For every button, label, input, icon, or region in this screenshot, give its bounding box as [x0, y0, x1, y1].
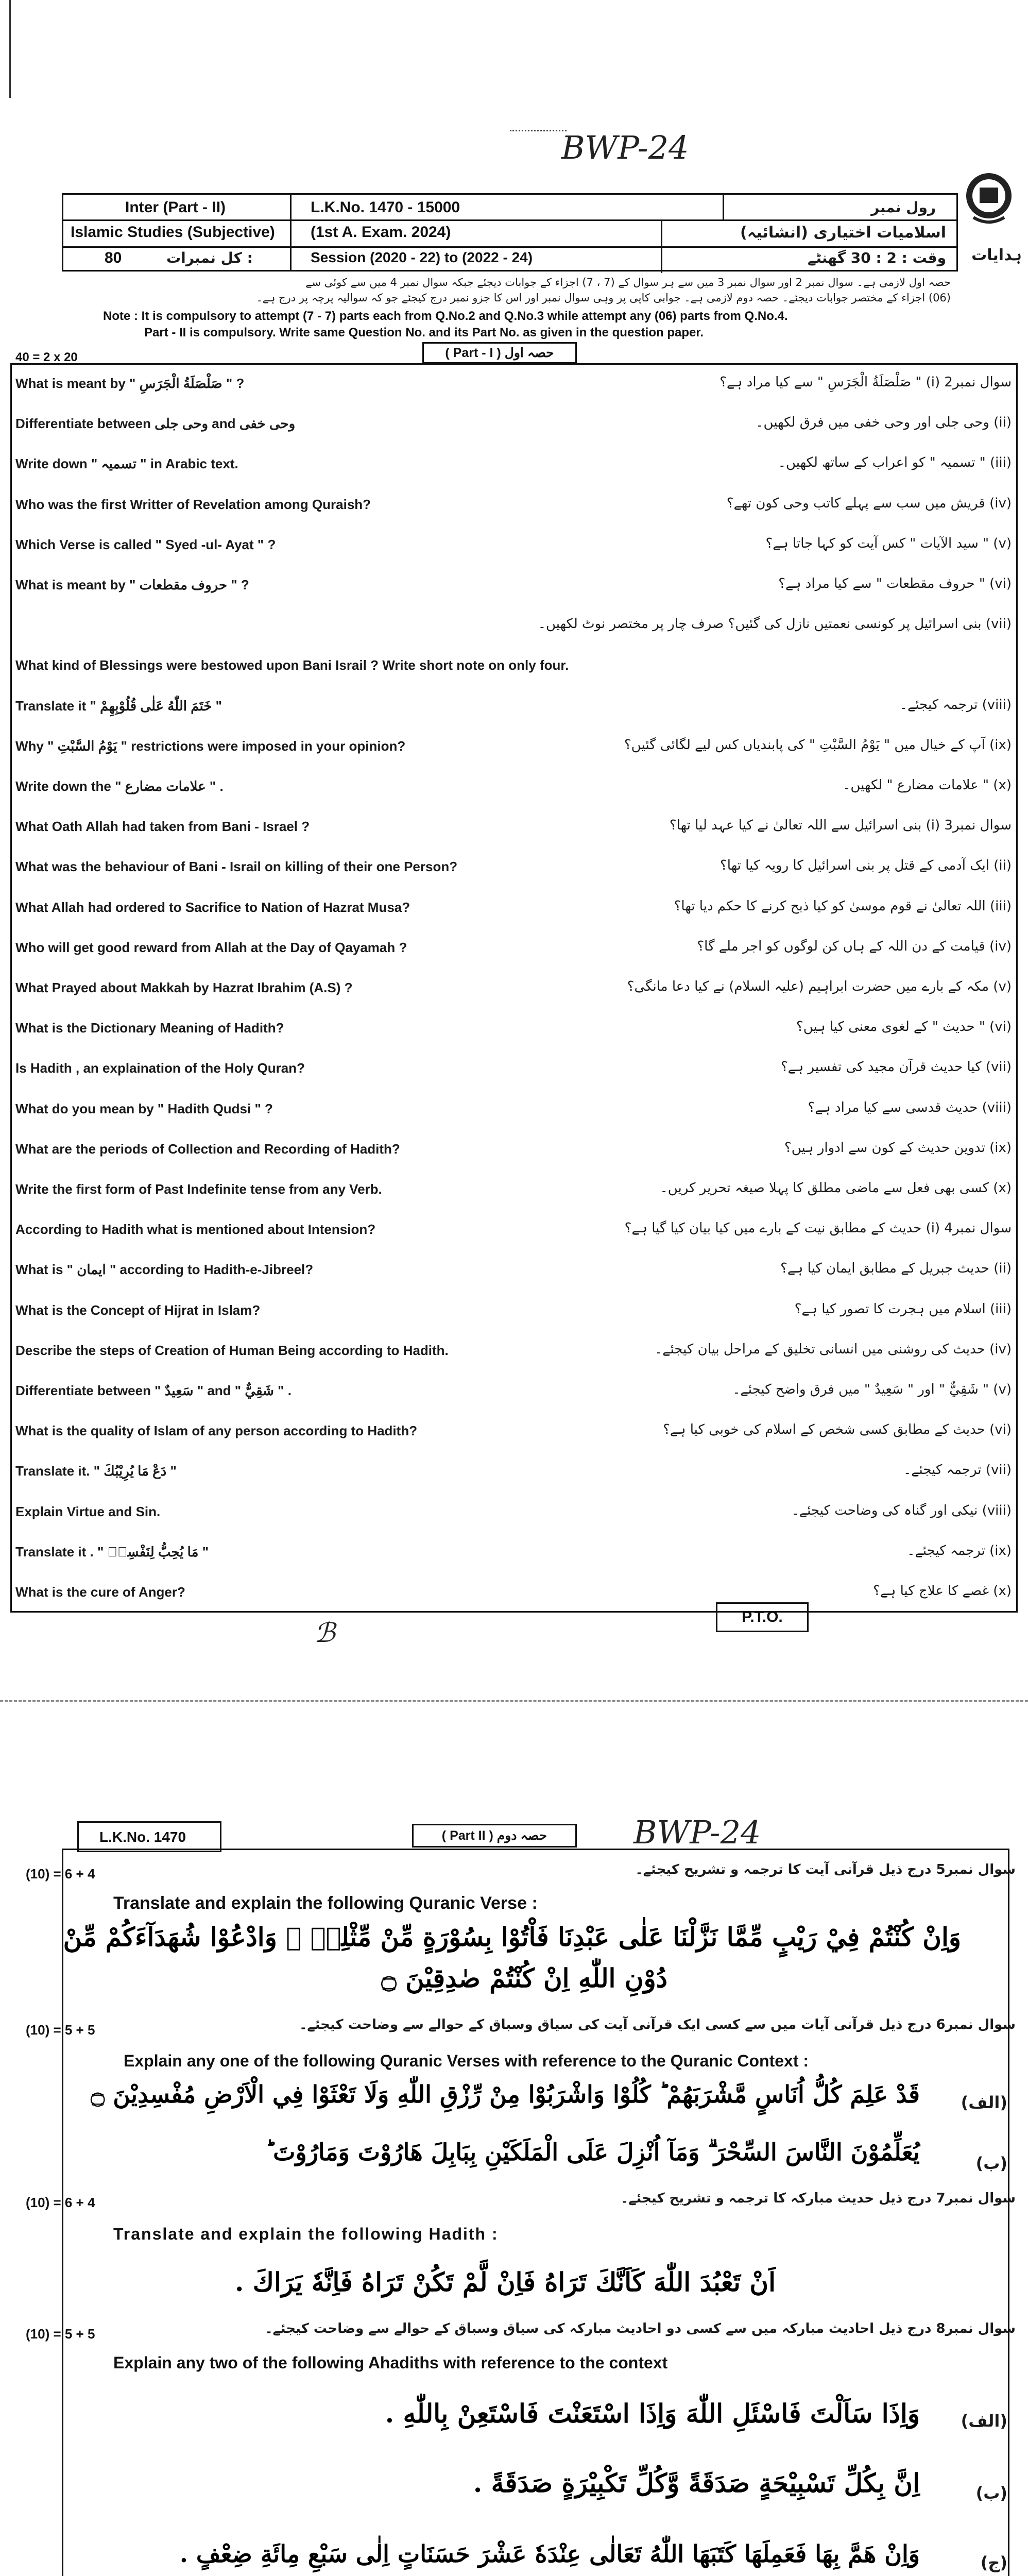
- question-row: [10, 1532, 1018, 1572]
- question-text-ur: (iv) قیامت کے دن اللہ کے ہاں کن لوگوں کو اجر ملے گا؟: [697, 938, 1012, 954]
- question-text-en: Write down the " علامات مضارع " .: [15, 778, 224, 794]
- question-text-ur: (iv) حدیث کی روشنی میں انسانی تخلیق کے مراحل بیان کیجئے۔: [654, 1341, 1012, 1357]
- q8-option-b-text: اِنَّ بِكُلِّ تَسْبِيْحَةٍ صَدَقَةً وَّكُلِّ تَكْبِيْرَةٍ صَدَقَةً .: [473, 2468, 920, 2498]
- question-row: [10, 806, 1018, 846]
- q7-marks: (10) = 6 + 4: [26, 2195, 95, 2210]
- question-text-en: Is Hadith , an explaination of the Holy Quran?: [15, 1060, 305, 1076]
- handwritten-code: BWP-24: [561, 129, 689, 166]
- question-text-en: What was the behaviour of Bani - Israil on killing of their one Person?: [15, 859, 458, 875]
- question-text-en: Explain Virtue and Sin.: [15, 1503, 161, 1519]
- question-row: [10, 1370, 1018, 1411]
- board-logo-icon: [963, 170, 1015, 227]
- q5-verse-line-1: وَاِنْ كُنْتُمْ فِيْ رَيْبٍ مِّمَّا نَزَّلْنَا عَلٰى عَبْدِنَا فَاْتُوْا بِسُوْرَةٍ مِّنْ مِّثْلِهٖ ۪ وَادْعُوْا شُهَدَآءَكُمْ مِّنْ: [63, 1922, 961, 1952]
- question-row: [10, 1290, 1018, 1330]
- question-row: [10, 1209, 1018, 1249]
- question-text-en: Differentiate between " سَعِيدٌ " and " شَقِيٌّ " .: [15, 1383, 292, 1398]
- q7-urdu: سوال نمبر7 درج ذیل حدیث مبارکہ کا ترجمہ و تشریح کیجئے۔: [621, 2191, 1016, 2206]
- question-text-en: What Prayed about Makkah by Hazrat Ibrahim (A.S) ?: [15, 980, 353, 995]
- question-text-ur: (vi) " حروف مقطعات " سے کیا مراد ہے؟: [778, 576, 1012, 591]
- question-text-ur: (viii) حدیث قدسی سے کیا مراد ہے؟: [808, 1099, 1012, 1115]
- note-line-2: Part - II is compulsory. Write same Question No. and its Part No. as given in the question paper.: [144, 326, 704, 340]
- question-text-ur: (iii) " تسمیہ " کو اعراب کے ساتھ لکھیں۔: [778, 455, 1012, 471]
- signature-mark: ℬ: [314, 1618, 335, 1649]
- q8-option-b-label: (ب): [975, 2483, 1007, 2503]
- q7-english: Translate and explain the following Hadith :: [113, 2225, 499, 2243]
- subject-en: Islamic Studies (Subjective): [71, 224, 275, 241]
- question-text-en: Write down " تسمیہ " in Arabic text.: [15, 456, 238, 472]
- instructions-label: ہدایات: [971, 246, 1022, 264]
- question-text-en: What kind of Blessings were bestowed upon Bani Israil ? Write short note on only four.: [15, 657, 569, 673]
- note-line-1: Note : It is compulsory to attempt (7 - 7) parts each from Q.No.2 and Q.No.3 while attempt any (06) parts from Q.No.4.: [103, 309, 788, 323]
- question-text-ur: (v) " سید الآیات " کس آیت کو کہا جاتا ہے؟: [765, 535, 1012, 551]
- q8-urdu: سوال نمبر8 درج ذیل احادیث مبارکہ میں سے کسی دو احادیث مبارکہ کی سیاق وسباق کے حوالے سے وضاحت کیجئے۔: [265, 2321, 1016, 2336]
- question-text-ur: (iii) اللہ تعالیٰ نے قوم موسیٰ کو کیا ذبح کرنے کا حکم دیا تھا؟: [674, 898, 1012, 914]
- question-row: [10, 1048, 1018, 1088]
- instructions-urdu-1: حصہ اول لازمی ہے۔ سوال نمبر 2 اور سوال نمبر 3 میں سے ہر سوال کے (7 ، 7) اجزاء کے جوابات دیجئے جبکہ سوال نمبر 4 میں سے کوئی سے: [305, 276, 951, 289]
- page-separator: [0, 1700, 1028, 1704]
- question-text-en: Translate it. " دَعْ مَا يُرِيْبُكَ ": [15, 1463, 177, 1479]
- part2-label: ( Part II ) حصہ دوم: [412, 1824, 577, 1848]
- question-text-en: What Allah had ordered to Sacrifice to Nation of Hazrat Musa?: [15, 899, 410, 915]
- instructions-urdu-2: (06) اجزاء کے مختصر جوابات دیجئے۔ حصہ دوم لازمی ہے۔ جوابی کاپی پر وہی سوال نمبر اور اس کا جزو نمبر درج کیجئے جو کہ سوالیہ پرچہ پر درج ہے۔: [256, 292, 951, 304]
- question-text-ur: (x) غصے کا علاج کیا ہے؟: [873, 1583, 1012, 1599]
- question-text-en: Which Verse is called " Syed -ul- Ayat " ?: [15, 536, 276, 552]
- part1-label: ( Part - I ) حصہ اول: [422, 342, 577, 364]
- question-row: [10, 524, 1018, 565]
- question-text-en: What are the periods of Collection and Recording of Hadith?: [15, 1141, 400, 1157]
- q6-option-a-text: قَدْ عَلِمَ كُلُّ اُنَاسٍ مَّشْرَبَهُمْ ؕ كُلُوْا وَاشْرَبُوْا مِنْ رِّزْقِ اللّٰهِ وَلَا تَعْثَوْا فِي الْاَرْضِ مُفْسِدِيْنَ ۝: [91, 2080, 920, 2108]
- q8-option-a-text: وَاِذَا سَاَلْتَ فَاسْئَلِ اللّٰهَ وَاِذَا اسْتَعَنْتَ فَاسْتَعِنْ بِاللّٰهِ .: [385, 2398, 920, 2429]
- total-marks-label: : کل نمبرات: [166, 249, 253, 266]
- question-text-ur: (v) " شَقِيٌّ " اور " سَعِيدٌ " میں فرق واضح کیجئے۔: [732, 1382, 1012, 1397]
- question-row: [10, 403, 1018, 444]
- question-row: [10, 645, 1018, 685]
- question-text-en: Translate it . " مَا يُحِبُّ لِنَفْسِهٖ ": [15, 1544, 209, 1560]
- question-text-en: What is the Concept of Hijrat in Islam?: [15, 1302, 261, 1318]
- question-row: [10, 565, 1018, 605]
- total-marks-value: 80: [105, 249, 122, 266]
- q5-verse-line-2: دُوْنِ اللّٰهِ اِنْ كُنْتُمْ صٰدِقِيْنَ ۝: [381, 1963, 667, 1993]
- question-text-ur: (x) کسی بھی فعل سے ماضی مطلق کا پہلا صیغہ تحریر کریں۔: [660, 1180, 1012, 1196]
- question-text-en: What is meant by " صَلْصَلَةُ الْجَرَسِ " ?: [15, 376, 245, 391]
- question-text-ur: (viii) نیکی اور گناہ کی وضاحت کیجئے۔: [791, 1502, 1012, 1518]
- question-text-en: Why " يَوْمُ السَّبْتِ " restrictions were imposed in your opinion?: [15, 738, 406, 754]
- question-text-en: Translate it " خَتَمَ اللّٰهُ عَلٰى قُلُوْبِهِمْ ": [15, 698, 222, 714]
- handwritten-code-2: BWP-24: [633, 1814, 761, 1851]
- q6-option-a-label: (الف): [961, 2093, 1007, 2112]
- question-text-en: According to Hadith what is mentioned about Intension?: [15, 1222, 376, 1238]
- question-row: [10, 484, 1018, 524]
- question-text-ur: سوال نمبر2 (i) " صَلْصَلَةُ الْجَرَسِ " سے کیا مراد ہے؟: [719, 375, 1012, 390]
- question-text-ur: سوال نمبر4 (i) حدیث کے مطابق نیت کے بارے میں کیا بیان کیا گیا ہے؟: [624, 1221, 1012, 1236]
- question-text-ur: (ii) وحی جلی اور وحی خفی میں فرق لکھیں۔: [756, 415, 1012, 431]
- question-text-ur: (ix) تدوین حدیث کے کون سے ادوار ہیں؟: [784, 1140, 1012, 1156]
- question-text-en: What is the Dictionary Meaning of Hadith?: [15, 1020, 284, 1036]
- roll-number-label: رول نمبر: [871, 199, 936, 216]
- question-text-ur: (vii) بنی اسرائیل پر کونسی نعمتیں نازل کی گئیں؟ صرف چار پر مختصر نوٹ لکھیں۔: [538, 616, 1012, 632]
- time-allowed: وقت : 2 : 30 گھنٹے: [807, 249, 946, 266]
- question-row: [10, 1451, 1018, 1491]
- question-row: [10, 968, 1018, 1008]
- question-row: [10, 927, 1018, 968]
- question-row: [10, 887, 1018, 927]
- q8-option-a-label: (الف): [961, 2411, 1007, 2431]
- part1-rows: [10, 363, 1018, 1613]
- q7-hadith-text: اَنْ تَعْبُدَ اللّٰهَ كَاَنَّكَ تَرَاهُ فَاِنْ لَّمْ تَكُنْ تَرَاهُ فَاِنَّهٗ يَرَاكَ .: [234, 2267, 776, 2297]
- question-text-en: Who will get good reward from Allah at the Day of Qayamah ?: [15, 939, 407, 955]
- question-row: [10, 444, 1018, 484]
- question-text-ur: (ix) آپ کے خیال میں " يَوْمُ السَّبْتِ " کی پابندیاں کس لیے لگائی گئیں؟: [624, 737, 1012, 753]
- question-row: [10, 1411, 1018, 1451]
- q8-option-c-text: وَاِنْ هَمَّ بِهَا فَعَمِلَهَا كَتَبَهَا اللّٰهُ تَعَالٰى عِنْدَهٗ عَشْرَ حَسَنَاتٍ اِلٰى سَبْعِ مِائَةِ ضِعْفٍ .: [179, 2540, 920, 2568]
- question-text-ur: (ii) حدیث جبریل کے مطابق ایمان کیا ہے؟: [780, 1261, 1012, 1277]
- lk-number-2: L.K.No. 1470: [99, 1829, 186, 1845]
- question-text-ur: (x) " علامات مضارع " لکھیں۔: [843, 777, 1012, 793]
- question-text-ur: سوال نمبر3 (i) بنی اسرائیل سے اللہ تعالیٰ نے کیا عہد لیا تھا؟: [669, 818, 1012, 834]
- question-row: [10, 686, 1018, 726]
- question-row: [10, 1008, 1018, 1048]
- question-row: [10, 1169, 1018, 1209]
- class-label: Inter (Part - II): [125, 199, 226, 216]
- question-text-en: What is meant by " حروف مقطعات " ?: [15, 577, 249, 592]
- question-row: [10, 605, 1018, 645]
- question-text-en: Differentiate between وحی جلی and وحی خفی: [15, 416, 296, 432]
- question-text-en: What is the quality of Islam of any person according to Hadith?: [15, 1423, 418, 1439]
- question-text-ur: (vii) کیا حدیث قرآن مجید کی تفسیر ہے؟: [780, 1059, 1012, 1075]
- lk-number: L.K.No. 1470 - 15000: [311, 199, 460, 216]
- page-edge-line: [9, 0, 11, 98]
- q8-english: Explain any two of the following Ahadiths with reference to the context: [113, 2353, 668, 2372]
- q6-urdu: سوال نمبر6 درج ذیل قرآنی آیات میں سے کسی ایک قرآنی آیت کی سیاق وسباق کے حوالے سے وضاحت کیجئے۔: [299, 2017, 1016, 2032]
- header-table: [62, 193, 958, 272]
- question-text-en: Who was the first Writter of Revelation among Quraish?: [15, 496, 371, 512]
- question-text-en: Describe the steps of Creation of Human Being according to Hadith.: [15, 1342, 449, 1358]
- question-row: [10, 726, 1018, 766]
- question-text-en: What is " ایمان " according to Hadith-e-Jibreel?: [15, 1262, 314, 1278]
- question-text-ur: (viii) ترجمہ کیجئے۔: [899, 697, 1012, 713]
- q6-option-b-label: (ب): [975, 2154, 1007, 2173]
- q6-option-b-text: يُعَلِّمُوْنَ النَّاسَ السِّحْرَ ۗ وَمَآ اُنْزِلَ عَلَى الْمَلَكَيْنِ بِبَابِلَ هَارُوْتَ وَمَارُوْتَ ؕ: [265, 2138, 920, 2166]
- question-row: [10, 1249, 1018, 1290]
- q6-english: Explain any one of the following Quranic Verses with reference to the Quranic Context :: [124, 2052, 809, 2070]
- pto-label: P.T.O.: [716, 1602, 809, 1632]
- question-row: [10, 363, 1018, 403]
- question-text-ur: (v) مکہ کے بارے میں حضرت ابراہیم (علیہ السلام) نے کیا دعا مانگی؟: [627, 979, 1012, 994]
- subject-ur: اسلامیات اختیاری (انشائیہ): [740, 224, 946, 242]
- question-row: [10, 1089, 1018, 1129]
- question-row: [10, 766, 1018, 806]
- question-row: [10, 1572, 1018, 1612]
- part1-marks: 40 = 2 x 20: [15, 350, 78, 364]
- top-dotted-mark: [510, 130, 567, 133]
- question-text-en: What is the cure of Anger?: [15, 1584, 185, 1600]
- lk-no-box: [77, 1821, 221, 1852]
- question-text-en: Write the first form of Past Indefinite tense from any Verb.: [15, 1181, 382, 1197]
- q6-marks: (10) = 5 + 5: [26, 2022, 95, 2038]
- question-text-ur: (vi) " حدیث " کے لغوی معنی کیا ہیں؟: [796, 1019, 1012, 1035]
- question-text-ur: (vii) ترجمہ کیجئے۔: [903, 1462, 1012, 1478]
- question-row: [10, 1330, 1018, 1370]
- question-row: [10, 1129, 1018, 1169]
- question-text-en: What do you mean by " Hadith Qudsi " ?: [15, 1100, 273, 1116]
- question-text-ur: (ii) ایک آدمی کے قتل پر بنی اسرائیل کا رویہ کیا تھا؟: [719, 858, 1012, 874]
- q5-english: Translate and explain the following Quranic Verse :: [113, 1893, 538, 1913]
- question-row: [10, 1492, 1018, 1532]
- question-text-ur: (ix) ترجمہ کیجئے۔: [907, 1543, 1012, 1558]
- session: Session (2020 - 22) to (2022 - 24): [311, 249, 533, 265]
- part2-question-box: [62, 1849, 1009, 2576]
- q8-option-c-label: (ج): [980, 2553, 1007, 2572]
- q8-marks: (10) = 5 + 5: [26, 2326, 95, 2342]
- question-text-en: What Oath Allah had taken from Bani - Israel ?: [15, 819, 310, 835]
- q5-urdu: سوال نمبر5 درج ذیل قرآنی آیت کا ترجمہ و تشریح کیجئے۔: [635, 1862, 1016, 1877]
- question-text-ur: (vi) حدیث کے مطابق کسی شخص کے اسلام کی خوبی کیا ہے؟: [663, 1422, 1012, 1438]
- exam-name: (1st A. Exam. 2024): [311, 224, 451, 241]
- question-text-ur: (iii) اسلام میں ہجرت کا تصور کیا ہے؟: [794, 1301, 1012, 1317]
- question-text-ur: (iv) قریش میں سب سے پہلے کاتب وحی کون تھے؟: [726, 495, 1012, 511]
- question-row: [10, 846, 1018, 887]
- q5-marks: (10) = 6 + 4: [26, 1866, 95, 1882]
